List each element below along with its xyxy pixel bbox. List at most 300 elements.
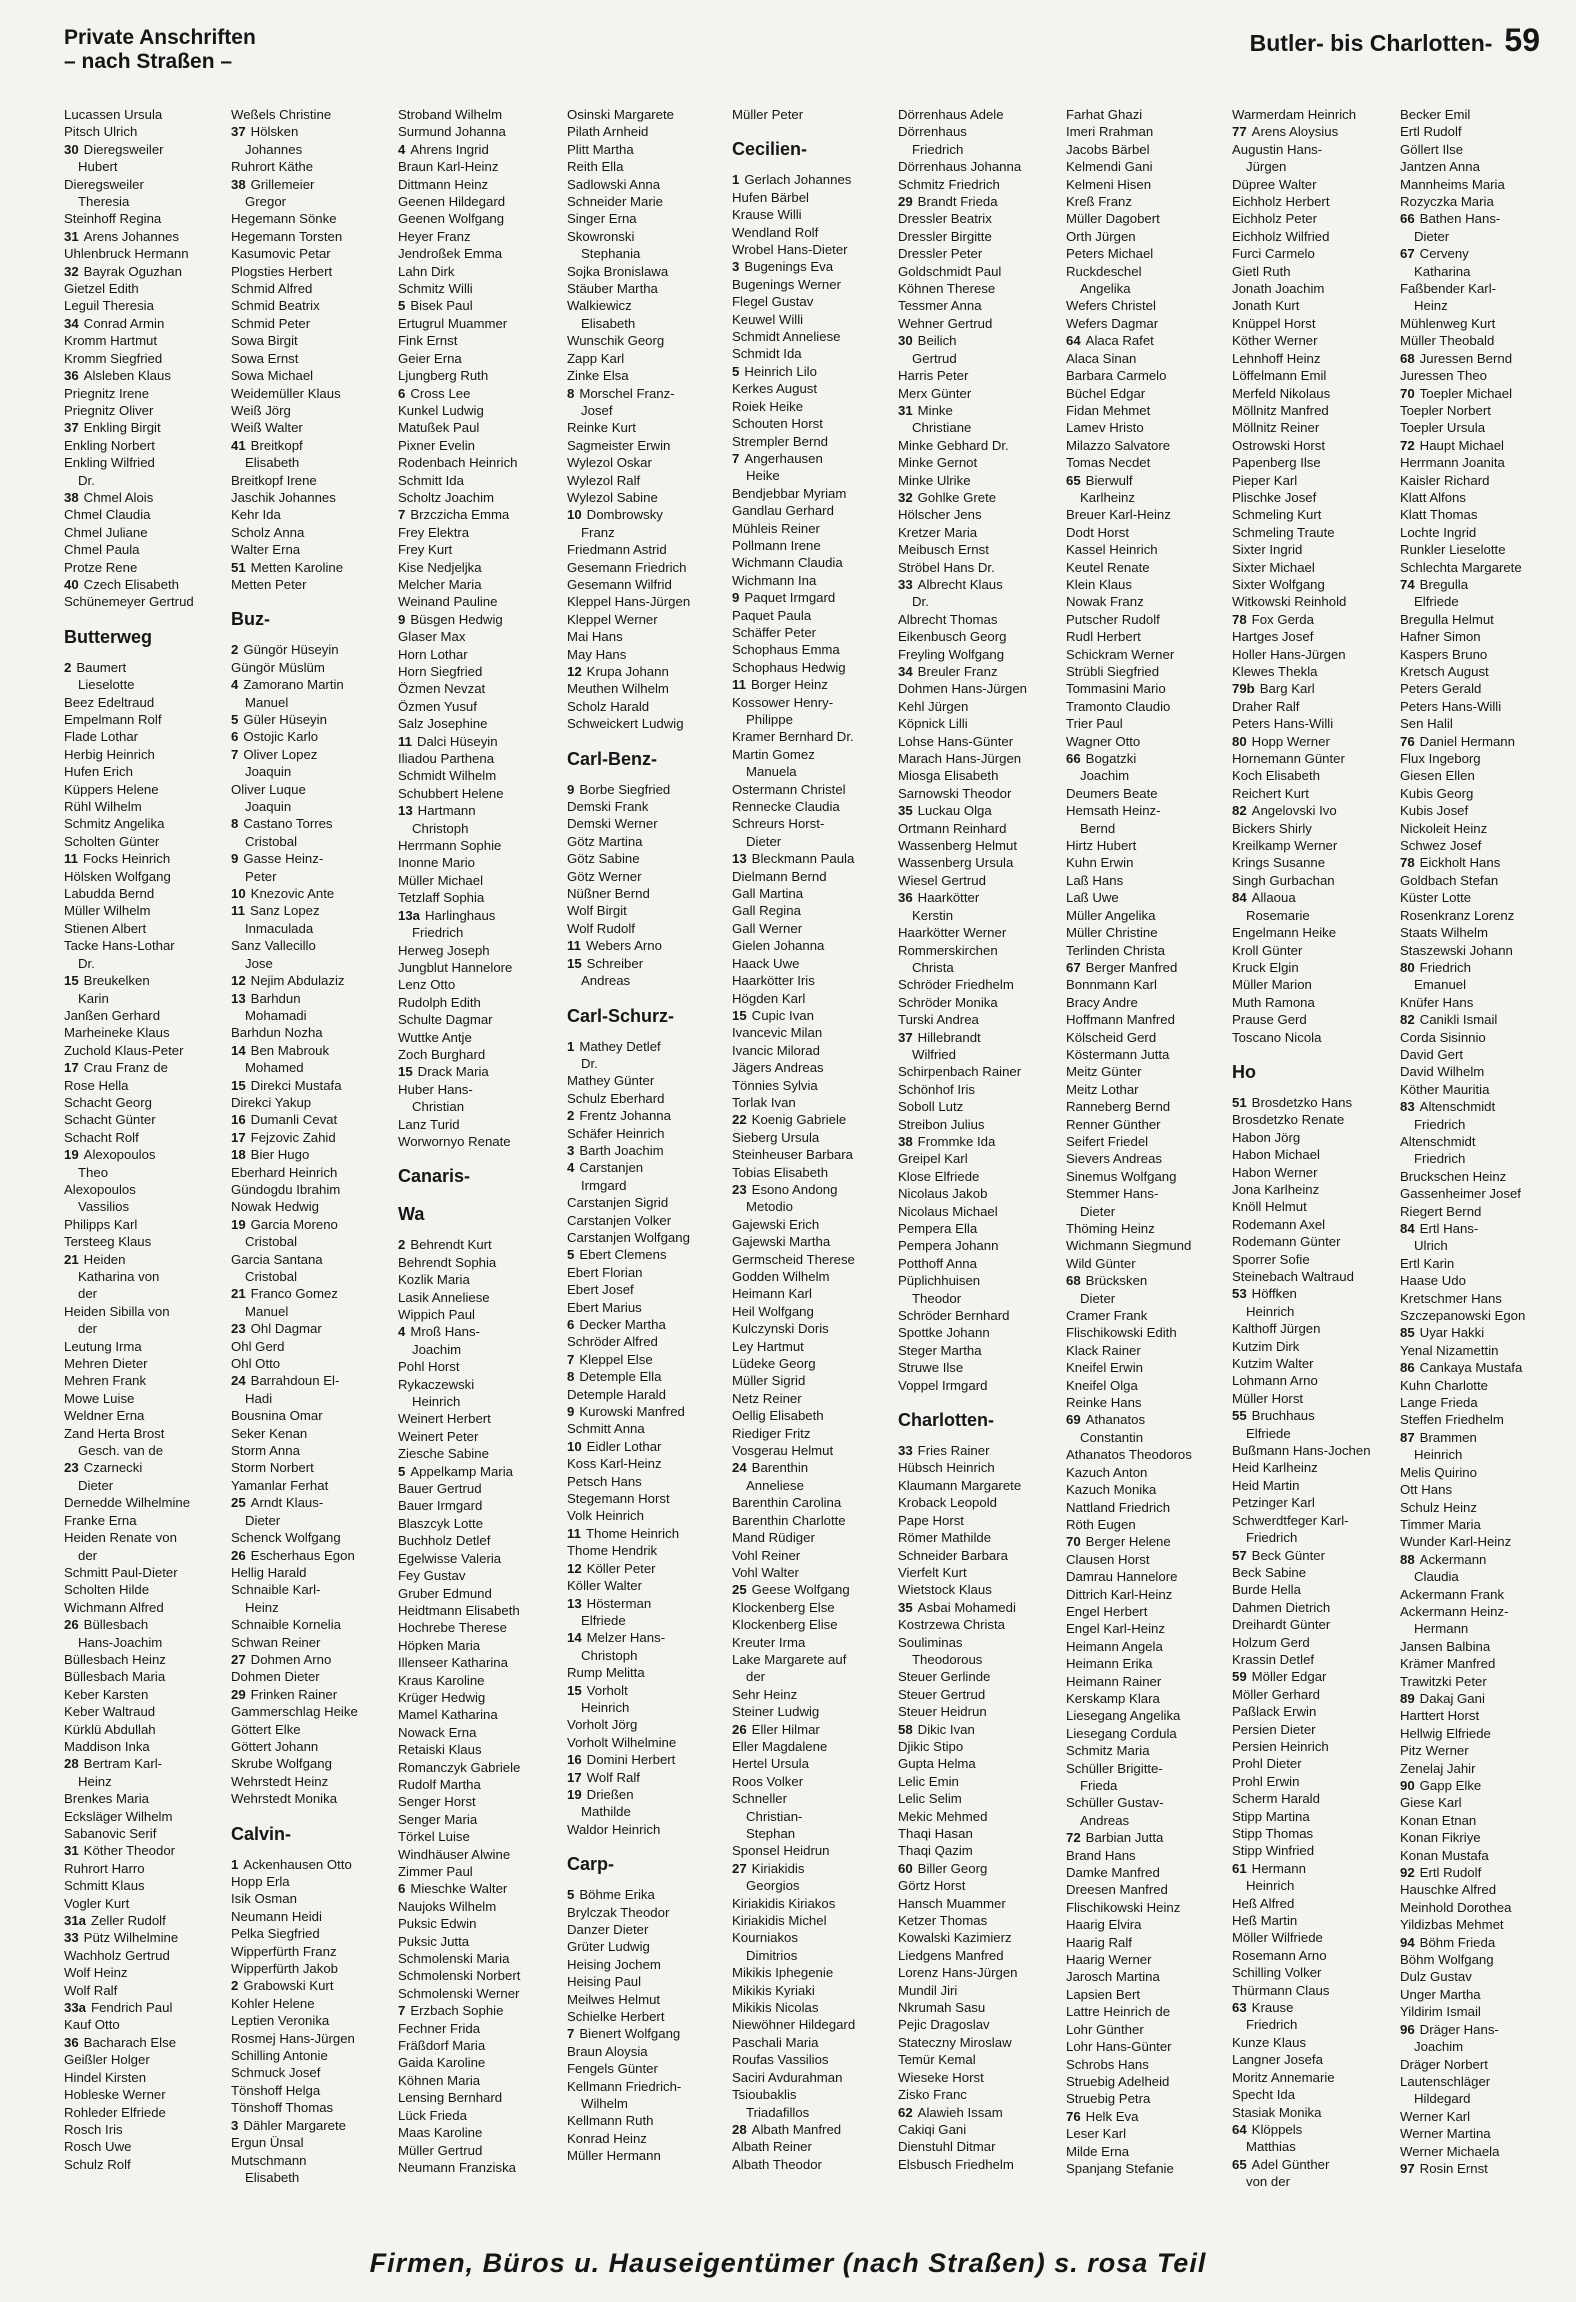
section-title-line2: – nach Straßen – [64, 50, 233, 73]
resident-entry [231, 1738, 391, 1755]
resident-name: Skowronski [567, 228, 635, 244]
house-number: 11 [231, 903, 245, 919]
resident-entry [567, 1629, 727, 1646]
resident-entry [398, 715, 558, 732]
resident-name: Krüger Hedwig [398, 1689, 486, 1705]
resident-name: Janßen Gerhard [64, 1007, 161, 1023]
resident-name: Cristobal [245, 1269, 298, 1284]
resident-name: Heising Paul [567, 1974, 642, 1990]
resident-entry [1400, 820, 1560, 837]
resident-entry [898, 1133, 1058, 1150]
resident-entry [732, 1494, 892, 1511]
resident-name: Lamev Hristo [1066, 420, 1144, 436]
resident-entry [898, 1185, 1058, 1202]
entry-continuation [567, 2095, 727, 2112]
resident-entry [231, 1129, 391, 1146]
resident-name: Wolf Ralf [64, 1982, 118, 1998]
resident-name: Heimann Rainer [1066, 1673, 1162, 1689]
resident-name: Köther Mauritia [1400, 1081, 1490, 1097]
resident-name: Sowa Michael [231, 368, 314, 384]
resident-name: Paßlack Erwin [1232, 1704, 1317, 1720]
house-number: 38 [64, 489, 79, 505]
house-number: 92 [1400, 1865, 1415, 1881]
resident-entry [1400, 1063, 1560, 1080]
resident-entry [231, 297, 391, 314]
resident-entry [64, 2156, 224, 2173]
resident-name: Leguil Theresia [64, 298, 154, 314]
resident-name: Biller Georg [917, 1860, 988, 1876]
entry-continuation [1400, 1620, 1560, 1637]
resident-name: Habon Jörg [1232, 1129, 1301, 1145]
resident-entry [64, 419, 224, 436]
resident-entry [898, 1634, 1058, 1651]
resident-entry [1400, 2160, 1560, 2177]
directory-column [1400, 106, 1560, 2226]
resident-name: Bertram Karl- [83, 1756, 163, 1772]
resident-name: Mand Rüdiger [732, 1530, 815, 1546]
resident-entry [1400, 1916, 1560, 1933]
resident-name: Wuttke Antje [398, 1029, 472, 1045]
resident-name: Barhdun [250, 990, 301, 1006]
resident-name: Struebig Adelheid [1066, 2073, 1170, 2089]
resident-entry [732, 781, 892, 798]
resident-entry [231, 210, 391, 227]
resident-name: Djikic Stipo [898, 1738, 964, 1754]
house-number: 89 [1400, 1690, 1415, 1706]
resident-entry [231, 263, 391, 280]
resident-name: Liedgens Manfred [898, 1947, 1004, 1963]
resident-name: Heid Karlheinz [1232, 1460, 1318, 1476]
resident-name: Heinrich Lilo [744, 363, 817, 379]
resident-entry [231, 1198, 391, 1215]
resident-name: Haarkötter Iris [732, 973, 815, 989]
resident-entry [1066, 158, 1226, 175]
resident-name: Becker Emil [1400, 107, 1471, 122]
resident-entry [64, 263, 224, 280]
resident-entry [567, 2025, 727, 2042]
resident-entry [1232, 1494, 1392, 1511]
resident-name: Dreesen Manfred [1066, 1882, 1168, 1898]
directory-column [898, 106, 1058, 2226]
resident-name: Zoch Burghard [398, 1046, 486, 1062]
entry-continuation [732, 1825, 892, 1842]
resident-name: Voppel Irmgard [898, 1377, 988, 1393]
resident-entry [1066, 541, 1226, 558]
resident-name: Peters Michael [1066, 246, 1154, 262]
resident-name: Beez Edeltraud [64, 694, 155, 710]
resident-entry [732, 171, 892, 188]
resident-entry [231, 350, 391, 367]
house-number: 82 [1400, 1012, 1415, 1028]
house-number: 84 [1232, 890, 1247, 906]
entry-continuation [64, 1268, 224, 1285]
resident-name: Struwe Ilse [898, 1360, 964, 1376]
entry-continuation [64, 990, 224, 1007]
resident-name: Harttert Horst [1400, 1708, 1480, 1724]
entry-continuation [567, 315, 727, 332]
resident-name: Metodio [746, 1199, 793, 1215]
resident-name: Lelic Emin [898, 1773, 959, 1789]
resident-name: Alaca Sinan [1066, 350, 1137, 366]
resident-entry [898, 1529, 1058, 1546]
resident-entry [1066, 994, 1226, 1011]
resident-name: Bogatzki [1085, 751, 1137, 767]
resident-entry [1232, 437, 1392, 454]
resident-entry [898, 489, 1058, 506]
resident-entry [567, 1473, 727, 1490]
resident-name: Özmen Yusuf [398, 698, 477, 714]
resident-name: Küster Lotte [1400, 890, 1472, 906]
resident-entry [64, 1686, 224, 1703]
resident-name: Renner Günther [1066, 1116, 1161, 1132]
resident-name: Frieda [1080, 1778, 1118, 1793]
resident-entry [898, 1029, 1058, 1046]
resident-entry [231, 641, 391, 658]
entry-continuation [567, 972, 727, 989]
resident-name: der [746, 1669, 766, 1685]
resident-name: Friedrich [412, 925, 464, 941]
resident-name: Wylezol Ralf [567, 472, 641, 488]
resident-entry [64, 2069, 224, 2086]
entry-continuation [64, 1477, 224, 1494]
resident-name: Theresia [78, 194, 130, 210]
house-number: 27 [231, 1651, 246, 1667]
resident-entry [1066, 889, 1226, 906]
resident-name: Elisabeth [245, 455, 300, 471]
resident-entry [231, 1773, 391, 1790]
resident-entry [398, 767, 558, 784]
resident-name: Persien Heinrich [1232, 1738, 1329, 1754]
resident-name: Vassilios [78, 1199, 130, 1215]
resident-name: Gajewski Erich [732, 1216, 820, 1232]
entry-continuation [898, 959, 1058, 976]
resident-name: Högden Karl [732, 990, 806, 1006]
resident-entry [64, 367, 224, 384]
resident-name: Tacke Hans-Lothar [64, 938, 175, 954]
resident-name: Vorholt [586, 1682, 628, 1698]
resident-entry [1066, 1864, 1226, 1881]
resident-entry [1066, 715, 1226, 732]
resident-entry [898, 1860, 1058, 1877]
resident-entry [398, 1323, 558, 1340]
resident-name: Köller Peter [586, 1560, 656, 1576]
street-heading: Butterweg [64, 626, 153, 647]
resident-name: Friedrich [1419, 959, 1471, 975]
house-number: 12 [231, 973, 246, 989]
resident-name: Kaspers Bruno [1400, 646, 1488, 662]
resident-name: Riediger Fritz [732, 1425, 811, 1441]
resident-name: Lehnhoff Heinz [1232, 350, 1321, 366]
resident-name: Helk Eva [1085, 2108, 1139, 2124]
resident-entry [1400, 559, 1560, 576]
resident-name: Eidler Lothar [586, 1438, 662, 1454]
resident-name: Cupic Ivan [751, 1007, 814, 1023]
resident-entry [231, 489, 391, 506]
house-number: 36 [64, 2034, 79, 2050]
resident-entry [231, 746, 391, 763]
resident-entry [732, 1651, 892, 1668]
resident-entry [398, 524, 558, 541]
resident-name: Kelmeni Hisen [1066, 176, 1152, 192]
resident-name: Schmid Peter [231, 315, 311, 331]
resident-entry [1066, 1551, 1226, 1568]
resident-name: Merx Günter [898, 385, 972, 401]
resident-entry [1066, 263, 1226, 280]
resident-entry [732, 1599, 892, 1616]
resident-entry [1066, 1220, 1226, 1237]
resident-name: Lorenz Hans-Jürgen [898, 1965, 1018, 1981]
resident-entry [732, 537, 892, 554]
resident-name: Peter [245, 868, 277, 884]
resident-entry [64, 176, 224, 193]
resident-name: Wrobel Hans-Dieter [732, 242, 848, 258]
resident-name: Ebert Marius [567, 1299, 642, 1315]
resident-name: Ruhrort Harro [64, 1860, 145, 1876]
resident-entry [1066, 1116, 1226, 1133]
resident-entry [567, 158, 727, 175]
resident-name: Klockenberg Elise [732, 1617, 838, 1633]
house-number: 29 [898, 194, 913, 210]
resident-name: Osinski Margarete [567, 107, 675, 122]
house-number: 19 [231, 1216, 246, 1232]
street-heading: Carl-Schurz- [567, 1005, 675, 1026]
entry-continuation [398, 1098, 558, 1115]
resident-name: Krings Susanne [1232, 855, 1326, 871]
resident-name: Enkling Birgit [83, 420, 161, 436]
resident-entry [1400, 854, 1560, 871]
resident-entry [898, 1808, 1058, 1825]
resident-name: Gruber Edmund [398, 1585, 492, 1601]
resident-entry [1232, 1355, 1392, 1372]
resident-entry [567, 833, 727, 850]
resident-name: Vohl Walter [732, 1564, 799, 1580]
entry-continuation [732, 1947, 892, 1964]
house-number: 33a [64, 2000, 87, 2016]
resident-entry [64, 937, 224, 954]
resident-entry [231, 1721, 391, 1738]
entry-continuation [64, 472, 224, 489]
resident-name: Schmitz Angelika [64, 816, 165, 832]
resident-entry [1066, 350, 1226, 367]
house-number: 8 [231, 816, 239, 832]
resident-entry [231, 1146, 391, 1163]
resident-entry [1066, 1081, 1226, 1098]
resident-name: Wipperfürth Jakob [231, 1961, 339, 1977]
resident-entry [732, 1111, 892, 1128]
entry-continuation [231, 763, 391, 780]
resident-entry [898, 1721, 1058, 1738]
resident-entry [64, 728, 224, 745]
resident-name: Pelka Siegfried [231, 1926, 320, 1942]
resident-entry [732, 328, 892, 345]
resident-entry [898, 1477, 1058, 1494]
resident-entry [398, 1271, 558, 1288]
resident-entry [64, 763, 224, 780]
entry-continuation [1066, 489, 1226, 506]
resident-entry [567, 263, 727, 280]
resident-entry [64, 1059, 224, 1076]
resident-name: Borbe Siegfried [579, 781, 671, 797]
house-number: 38 [898, 1133, 913, 1149]
resident-name: Carstanjen Sigrid [567, 1195, 669, 1211]
resident-name: Nüßner Bernd [567, 886, 650, 902]
resident-entry [1066, 2108, 1226, 2125]
resident-entry [231, 1960, 391, 1977]
resident-name: Koss Karl-Heinz [567, 1456, 662, 1472]
resident-entry [1400, 1394, 1560, 1411]
entry-continuation [1400, 297, 1560, 314]
resident-name: Grillemeier [250, 176, 315, 192]
resident-entry [1400, 1899, 1560, 1916]
resident-name: Meilwes Helmut [567, 1991, 661, 2007]
resident-entry [898, 1220, 1058, 1237]
resident-name: Vierfelt Kurt [898, 1564, 967, 1580]
resident-name: Reith Ella [567, 159, 624, 175]
resident-entry [398, 280, 558, 297]
resident-name: Meibusch Ernst [898, 542, 989, 558]
resident-entry [1400, 1638, 1560, 1655]
resident-name: Kellmann Friedrich- [567, 2078, 682, 2094]
resident-name: Oliver Luque [231, 781, 306, 797]
resident-name: Lohr Hans-Günter [1066, 2039, 1172, 2055]
resident-entry [898, 385, 1058, 402]
resident-name: Puksic Edwin [398, 1916, 477, 1932]
resident-entry [64, 1251, 224, 1268]
resident-name: Schacht Georg [64, 1094, 152, 1110]
resident-name: Gapp Elke [1419, 1778, 1482, 1793]
resident-entry [567, 698, 727, 715]
entry-continuation [1400, 976, 1560, 993]
resident-entry [231, 1790, 391, 1807]
resident-name: Bacharach Else [83, 2034, 177, 2050]
resident-entry [398, 559, 558, 576]
resident-entry [898, 210, 1058, 227]
resident-entry [567, 1682, 727, 1699]
house-number: 23 [231, 1321, 246, 1337]
resident-name: Beck Günter [1251, 1547, 1325, 1563]
page-header [0, 0, 1576, 84]
resident-name: Uhlenbruck Hermann [64, 246, 189, 262]
resident-name: Orth Jürgen [1066, 228, 1136, 244]
resident-entry [1066, 524, 1226, 541]
house-number: 26 [231, 1547, 246, 1563]
resident-entry [231, 106, 391, 123]
resident-name: Klöppels [1251, 2121, 1303, 2137]
resident-name: Dernedde Wilhelmine [64, 1495, 191, 1511]
resident-entry [1232, 1686, 1392, 1703]
house-number: 31a [64, 1913, 87, 1929]
resident-name: Bregulla [1419, 576, 1469, 592]
resident-entry [398, 889, 558, 906]
resident-entry [732, 1007, 892, 1024]
resident-entry [898, 1342, 1058, 1359]
house-number: 76 [1066, 2108, 1081, 2124]
entry-continuation [231, 955, 391, 972]
resident-name: Chmel Paula [64, 542, 140, 558]
resident-name: Seifert Friedel [1066, 1133, 1149, 1149]
resident-entry [1400, 611, 1560, 628]
resident-name: Adel Günther [1251, 2156, 1330, 2172]
entry-continuation [1066, 820, 1226, 837]
resident-entry [898, 767, 1058, 784]
resident-name: Prohl Erwin [1232, 1773, 1300, 1789]
resident-name: Plitt Martha [567, 141, 634, 157]
resident-name: Leptien Veronika [231, 2013, 330, 2029]
resident-entry [1400, 1760, 1560, 1777]
resident-name: Kroll Günter [1232, 942, 1303, 958]
resident-name: Klose Elfriede [898, 1168, 980, 1184]
resident-entry [567, 1904, 727, 1921]
resident-name: Herweg Joseph [398, 942, 490, 958]
resident-name: Schmitt Klaus [64, 1878, 145, 1894]
resident-name: Tsioubaklis [732, 2087, 797, 2103]
resident-name: Barhdun Nozha [231, 1025, 323, 1041]
resident-name: Sponsel Heidrun [732, 1843, 830, 1859]
resident-name: Lochte Ingrid [1400, 524, 1477, 540]
resident-entry [567, 2112, 727, 2129]
house-number: 41 [231, 437, 246, 453]
resident-name: Lelic Selim [898, 1791, 962, 1807]
resident-name: Vorholt Wilhelmine [567, 1734, 677, 1750]
resident-name: Nickoleit Heinz [1400, 820, 1488, 836]
resident-entry [1232, 1285, 1392, 1302]
resident-name: Wefers Christel [1066, 298, 1156, 314]
resident-entry [898, 820, 1058, 837]
house-number: 37 [64, 420, 79, 436]
resident-entry [398, 1063, 558, 1080]
resident-name: Singh Gurbachan [1232, 872, 1335, 888]
resident-entry [398, 1428, 558, 1445]
resident-entry [732, 850, 892, 867]
resident-name: Appelkamp Maria [410, 1463, 513, 1479]
resident-name: Hertel Ursula [732, 1756, 809, 1772]
house-number: 12 [567, 664, 582, 679]
resident-entry [231, 315, 391, 332]
resident-name: Athanatos [1085, 1412, 1146, 1428]
resident-name: Schulte Dagmar [398, 1012, 493, 1028]
resident-name: Konan Mustafa [1400, 1847, 1489, 1863]
resident-name: Beck Sabine [1232, 1564, 1307, 1580]
resident-name: Ahrens Ingrid [410, 141, 489, 157]
resident-entry [567, 1316, 727, 1333]
house-number: 21 [231, 1286, 246, 1302]
resident-entry [1066, 1394, 1226, 1411]
resident-entry [1400, 1829, 1560, 1846]
resident-name: Schenck Wolfgang [231, 1530, 341, 1546]
resident-name: Ertugrul Muammer [398, 315, 508, 331]
resident-entry [1400, 524, 1560, 541]
resident-entry [1066, 646, 1226, 663]
resident-name: Schmolenski Maria [398, 1951, 510, 1967]
entry-continuation [64, 1634, 224, 1651]
resident-name: Sadlowski Anna [567, 176, 661, 192]
resident-name: Angelovski Ivo [1251, 803, 1337, 819]
resident-name: Egelwisse Valeria [398, 1550, 502, 1566]
resident-entry [1232, 611, 1392, 628]
entry-continuation [1066, 1203, 1226, 1220]
entry-continuation [64, 1442, 224, 1459]
resident-name: Damrau Hannelore [1066, 1569, 1178, 1585]
resident-name: Eberhard Heinrich [231, 1164, 338, 1180]
resident-name: Lensing Bernhard [398, 2090, 503, 2106]
resident-name: Kunze Klaus [1232, 2034, 1307, 2050]
resident-entry [64, 1825, 224, 1842]
resident-name: Stipp Winfried [1232, 1843, 1315, 1859]
resident-name: Inonne Mario [398, 855, 475, 871]
resident-entry [1232, 802, 1392, 819]
resident-entry [732, 728, 892, 745]
house-number: 2 [231, 642, 239, 658]
